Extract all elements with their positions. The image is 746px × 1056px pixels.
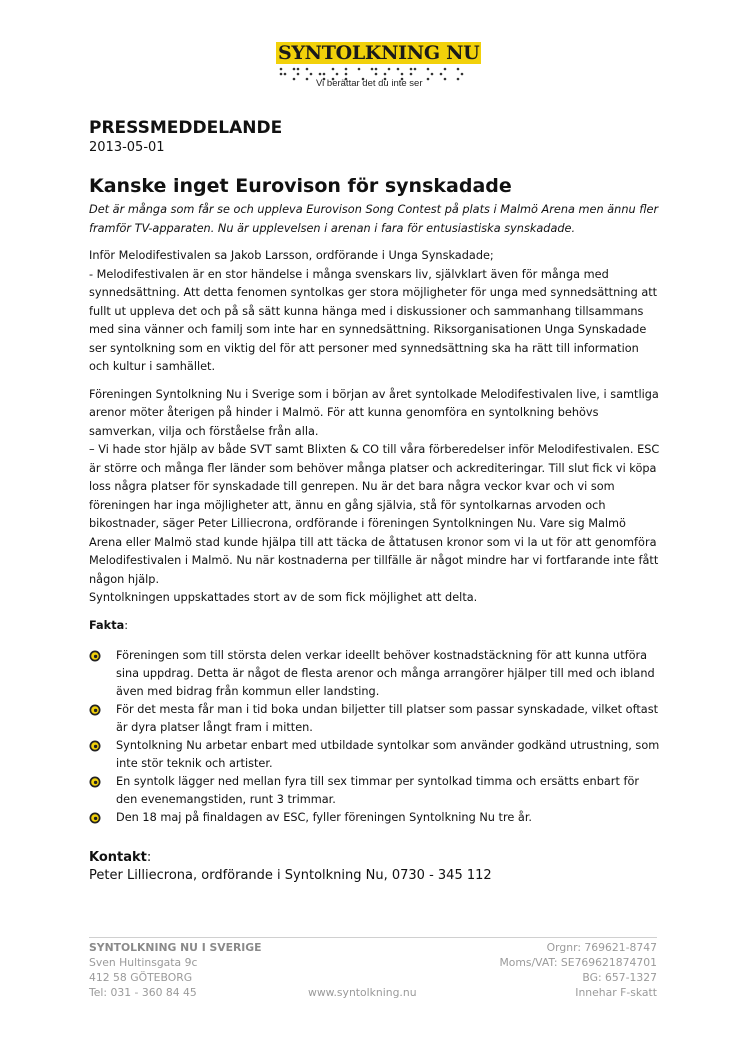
contact-label: Kontakt [89, 850, 147, 865]
fact-item [89, 701, 661, 737]
fact-text: För det mesta får man i tid boka undan biljetter till platser som passar synskadade, vilket oftast är dyra platser långt fram i mitten. [116, 703, 659, 734]
footer-vat: Moms/VAT: SE769621874701 [499, 956, 657, 969]
fact-item [89, 773, 661, 809]
footer-org-name: SYNTOLKNING NU I SVERIGE [89, 941, 262, 954]
fact-text: Den 18 maj på finaldagen av ESC, fyller föreningen Syntolkning Nu tre år. [116, 811, 533, 824]
facts-label: Fakta [89, 618, 125, 632]
press-release [89, 118, 661, 885]
footer-website-link[interactable]: www.syntolkning.nu [308, 986, 417, 999]
footer-city: 412 58 GÖTEBORG [89, 971, 193, 984]
release-date: 2013-05-01 [89, 140, 165, 155]
footer [89, 937, 657, 1000]
footer-tax-status: Innehar F-skatt [575, 986, 657, 999]
bullet-eye-icon [89, 812, 101, 824]
footer-bg: BG: 657-1327 [582, 971, 657, 984]
document-type-label: PRESSMEDDELANDE [89, 118, 283, 138]
fact-text: Syntolkning Nu arbetar enbart med utbildade syntolkar som använder godkänd utrustning, som inte stör teknik och artister. [116, 739, 660, 770]
body-paragraph: Föreningen Syntolkning Nu i Sverige som i början av året syntolkade Melodifestivalen live, i samtliga arenor möter återigen på hinder i Malmö. För att kunna genomföra en syntolkning behövs samverkan, vilja och förståelse från alla. – Vi hade stor hjälp av både SVT samt Blixten & CO till våra förberedelser inför Melodifestivalen. ESC är större och många fler länder som behöver många platser och ackrediteringar. Till slut fick vi köpa loss några platser för synskadade till genrepen. Nu är det bara några veckor kvar och vi som föreningen har inga möjligheter att, ännu en gång självia, stå för syntolkarnas arvoden och bikostnader, säger Peter Lilliecrona, ordförande i föreningen Syntolkningen Nu. Vare sig Malmö Arena eller Malmö stad kunde hjälpa till att täcka de åttatusen kronor som vi la ut för att genomföra Melodifestivalen i Malmö. Nu när kostnaderna per tillfälle är något mindre har vi fortfarande inte fått någon hjälp. Syntolkningen uppskattades stort av de som fick möjlighet att delta. [89, 387, 660, 604]
footer-street: Sven Hultinsgata 9c [89, 956, 198, 969]
headline: Kanske inget Eurovison för synskadade [89, 175, 512, 197]
contact-heading [89, 849, 661, 867]
lead-paragraph: Det är många som får se och uppleva Eurovison Song Contest på plats i Malmö Arena men ännu fler framför TV-apparaten. Nu är upplevelsen i arenan i fara för entusiastiska synskadade. [89, 203, 659, 235]
logo-wordmark: SYNTOLKNING NU [278, 42, 480, 64]
fact-item [89, 647, 661, 701]
footer-orgnr: Orgnr: 769621-8747 [546, 941, 657, 954]
fact-item [89, 809, 661, 827]
logo [276, 42, 480, 92]
facts-colon: : [124, 618, 129, 632]
bullet-eye-icon [89, 704, 101, 716]
fact-text: En syntolk lägger ned mellan fyra till sex timmar per syntolkad timma och ersätts enbart för den evenemangstiden, runt 3 trimmar. [116, 775, 640, 806]
fact-item [89, 737, 661, 773]
facts-list [89, 647, 661, 827]
body-paragraph: Inför Melodifestivalen sa Jakob Larsson, ordförande i Unga Synskadade; - Melodifestivalen är en stor händelse i många svenskars liv, självklart även för många med synnedsättning. Att detta fenomen syntolkas ger stora möjligheter för unga med synnedsättning att fullt ut uppleva det och på så sätt kunna hänga med i diskussioner och sammanhang tillsammans med sina vänner och familj som inte har en synnedsättning. Riksorganisationen Unga Synskadade ser syntolkning som en viktig del för att personer med synnedsättning ska ha rätt till information och kultur i samhället. [89, 249, 658, 373]
contact-colon: : [146, 850, 152, 865]
contact-text: Peter Lilliecrona, ordförande i Syntolkning Nu, 0730 - 345 112 [89, 868, 492, 883]
bullet-eye-icon [89, 740, 101, 752]
bullet-eye-icon [89, 776, 101, 788]
fact-text: Föreningen som till största delen verkar ideellt behöver kostnadstäckning för att kunna utföra sina uppdrag. Detta är något de flesta arenor och många arrangörer hjälper till med och ibland även med bidrag från kommun eller landsting. [116, 649, 655, 698]
footer-phone: Tel: 031 - 360 84 45 [89, 986, 197, 999]
contact-block [89, 849, 661, 885]
facts-heading [89, 617, 661, 636]
bullet-eye-icon [89, 650, 101, 662]
logo-tagline: Vi berättar det du inte ser [316, 78, 423, 89]
